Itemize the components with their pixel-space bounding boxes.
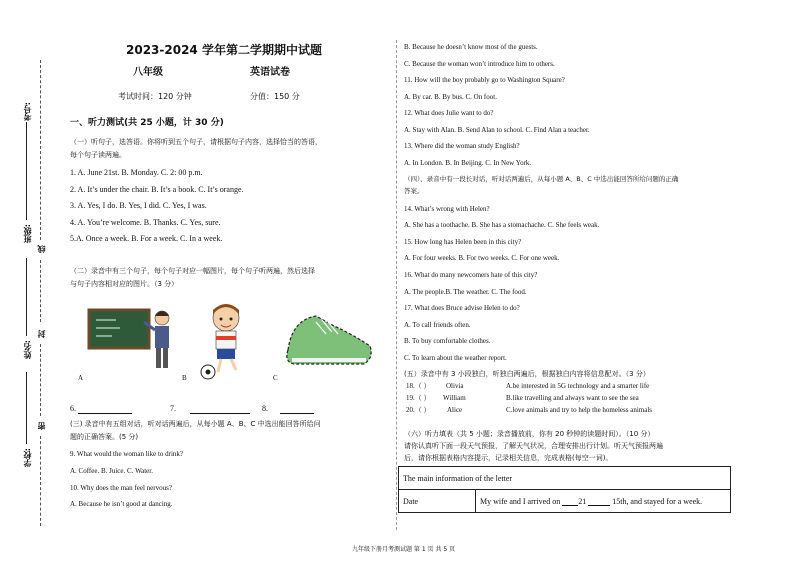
question-3: 3. A. Yes, I do. B. Yes, I did. C. Yes, I was. (70, 201, 207, 210)
answer-6-blank[interactable] (78, 405, 132, 414)
table-row (399, 467, 731, 490)
part4-instruction-2: 答案。 (404, 187, 424, 195)
question-16: 16. What do many newcomers hate of this city? (404, 271, 538, 279)
question-2: 2. A. It’s under the chair. B. It’s a book. C. It’s orange. (70, 185, 244, 194)
seal-mark: 封 (37, 330, 46, 338)
subject-label: 英语试卷 (250, 67, 290, 78)
part2-instruction-2: 与句子内容相对应的图片。（3 分） (70, 280, 179, 288)
question-14: 14. What’s wrong with Helen? (404, 205, 490, 213)
answer-6-label: 6. (70, 404, 76, 413)
question-4: 4. A. You’re welcome. B. Thanks. C. Yes, sure. (70, 218, 221, 227)
match-19-number: 19.（ ） (406, 394, 431, 402)
binding-dash-1 (40, 60, 41, 240)
question-13-options: A. In London. B. In Beijing. C. In New York. (404, 159, 532, 167)
column-divider (396, 40, 397, 530)
binding-dash-3 (40, 344, 41, 416)
question-17: 17. What does Bruce advise Helen to do? (404, 304, 520, 312)
answer-7 (170, 404, 250, 414)
match-18-number: 18.（ ） (406, 382, 431, 390)
question-11: 11. How will the boy probably go to Washington Square? (404, 76, 565, 84)
exam-time: 考试时间：120 分钟 (118, 92, 192, 101)
question-16-options: A. The people.B. The weather. C. The food. (404, 288, 527, 296)
question-9: 9. What would the woman like to drink? (70, 450, 184, 458)
answer-7-blank[interactable] (190, 405, 250, 414)
answer-6 (70, 404, 132, 414)
part3-instruction-2: 题的正确答案。(5 分) (70, 433, 139, 441)
part1-instruction-1: （一）听句子，选答语。你将听到五个句子，请根据句子内容，选择恰当的答语， (70, 138, 322, 146)
question-10-option-a: A. Because he isn’t good at dancing. (70, 500, 173, 508)
match-19-name: William (443, 394, 466, 402)
match-18-name: Olivia (446, 382, 464, 390)
part2-instruction-1: （二）录音中有三个句子，每个句子对应一幅图片，每个句子听两遍，然后选择 (70, 267, 315, 275)
picture-c-sneaker (282, 306, 378, 374)
question-17-option-c: C. To learn about the weather report. (404, 354, 507, 362)
part4-instruction-1: （四）、录音中有一段长对话，听对话两遍后，从每小题 A、B、C 中选出能回答所给问题的正确 (404, 175, 679, 183)
part1-instruction-2: 每个句子读两遍。 (70, 151, 126, 159)
question-17-option-a: A. To call friends often. (404, 321, 471, 329)
table-row (399, 490, 731, 513)
name-line (26, 258, 27, 336)
class-line (26, 150, 27, 220)
exam-no-label: 考号: (23, 102, 32, 122)
part6-instruction-1: （六）听力填表（共 5 小题；录音播放前，你有 20 秒钟的读题时间）。（10 分） (404, 430, 655, 438)
school-line (26, 372, 27, 444)
question-10-option-b: B. Because he doesn’t know most of the guests. (404, 43, 538, 51)
class-label: 班级: (23, 224, 32, 244)
match-option-a: A.be interested in 5G technology and a smarter life (506, 382, 650, 390)
picture-c-label: C (273, 374, 278, 382)
question-1: 1. A. June 21st. B. Monday. C. 2: 00 p.m. (70, 168, 203, 177)
table-blank-2[interactable] (588, 497, 610, 506)
section-heading: 一、听力测试(共 25 小题，计 30 分) (70, 118, 224, 128)
question-11-options: A. By car. B. By bus. C. On foot. (404, 93, 497, 101)
table-blank-1[interactable] (562, 497, 578, 506)
match-20-number: 20.（ ） (406, 406, 431, 414)
question-10: 10. Why does the man feel nervous? (70, 484, 172, 492)
exam-title: 2023-2024 学年第二学期期中试题 (126, 43, 322, 57)
grade-label: 八年级 (133, 67, 163, 78)
question-13: 13. Where did the woman study English? (404, 142, 520, 150)
question-5: 5.A. Once a week. B. For a week. C. In a week. (70, 234, 223, 243)
picture-b-label: B (182, 374, 187, 382)
question-14-options: A. She has a toothache. B. She has a stomachache. C. She feels weak. (404, 221, 600, 229)
table-date-text-2: 15th, and stayed for a week. (610, 496, 703, 506)
line-mark: 线 (37, 245, 46, 253)
match-option-c: C.love animals and try to help the homeless animals (506, 406, 652, 414)
question-9-options: A. Coffee. B. Juice. C. Water. (70, 467, 153, 475)
part3-instruction-1: (三) 录音中有五组对话，听对话两遍后，从每小题 A、B、C 中选出能回答所给问 (70, 420, 321, 428)
secret-mark: 密 (37, 422, 46, 430)
picture-b-boy-football (196, 300, 252, 380)
name-label: 姓名: (23, 340, 32, 360)
binding-dash-2 (40, 260, 41, 322)
table-date-text-1: My wife and I arrived on (480, 496, 563, 506)
picture-a-teacher-blackboard (86, 304, 182, 374)
binding-dash-4 (40, 436, 41, 526)
table-date-number: 21 (578, 496, 587, 506)
letter-info-table (398, 466, 731, 513)
match-20-name: Alice (447, 406, 463, 414)
answer-8-label: 8. (262, 404, 268, 413)
part5-instruction: (五）录音中有 3 小段独白，听独白两遍后，根据独白内容将信息配对。（3 分） (404, 370, 650, 378)
answer-8 (262, 404, 314, 414)
part6-instruction-2: 请你认真听下面一段天气预报，了解天气状况，合理安排出行计划。听天气预报两遍 (404, 442, 663, 450)
answer-7-label: 7. (170, 404, 176, 413)
exam-score: 分值：150 分 (250, 92, 300, 101)
table-header-cell: The main information of the letter (399, 467, 731, 490)
part6-instruction-3: 后，请你根据表格内容提示，记录相关信息，完成表格(每空一词)。 (404, 454, 613, 462)
picture-a-label: A (78, 374, 84, 382)
question-12: 12. What does Julie want to do? (404, 109, 494, 117)
question-12-options: A. Stay with Alan. B. Send Alan to school. C. Find Alan a teacher. (404, 126, 590, 134)
table-date-label: Date (399, 490, 476, 513)
question-15: 15. How long has Helen been in this city? (404, 238, 522, 246)
table-date-cell (476, 490, 731, 513)
question-17-option-b: B. To buy comfortable clothes. (404, 337, 491, 345)
school-label: 学校: (23, 448, 32, 468)
question-10-option-c: C. Because the woman won’t introduce him to others. (404, 60, 555, 68)
question-15-options: A. For four weeks. B. For two weeks. C. For one week. (404, 254, 560, 262)
match-option-b: B.like travelling and always want to see the sea (506, 394, 639, 402)
answer-8-blank[interactable] (280, 405, 314, 414)
page-footer: 九年级下册月考测试题 第 1 页 共 5 页 (352, 546, 456, 553)
